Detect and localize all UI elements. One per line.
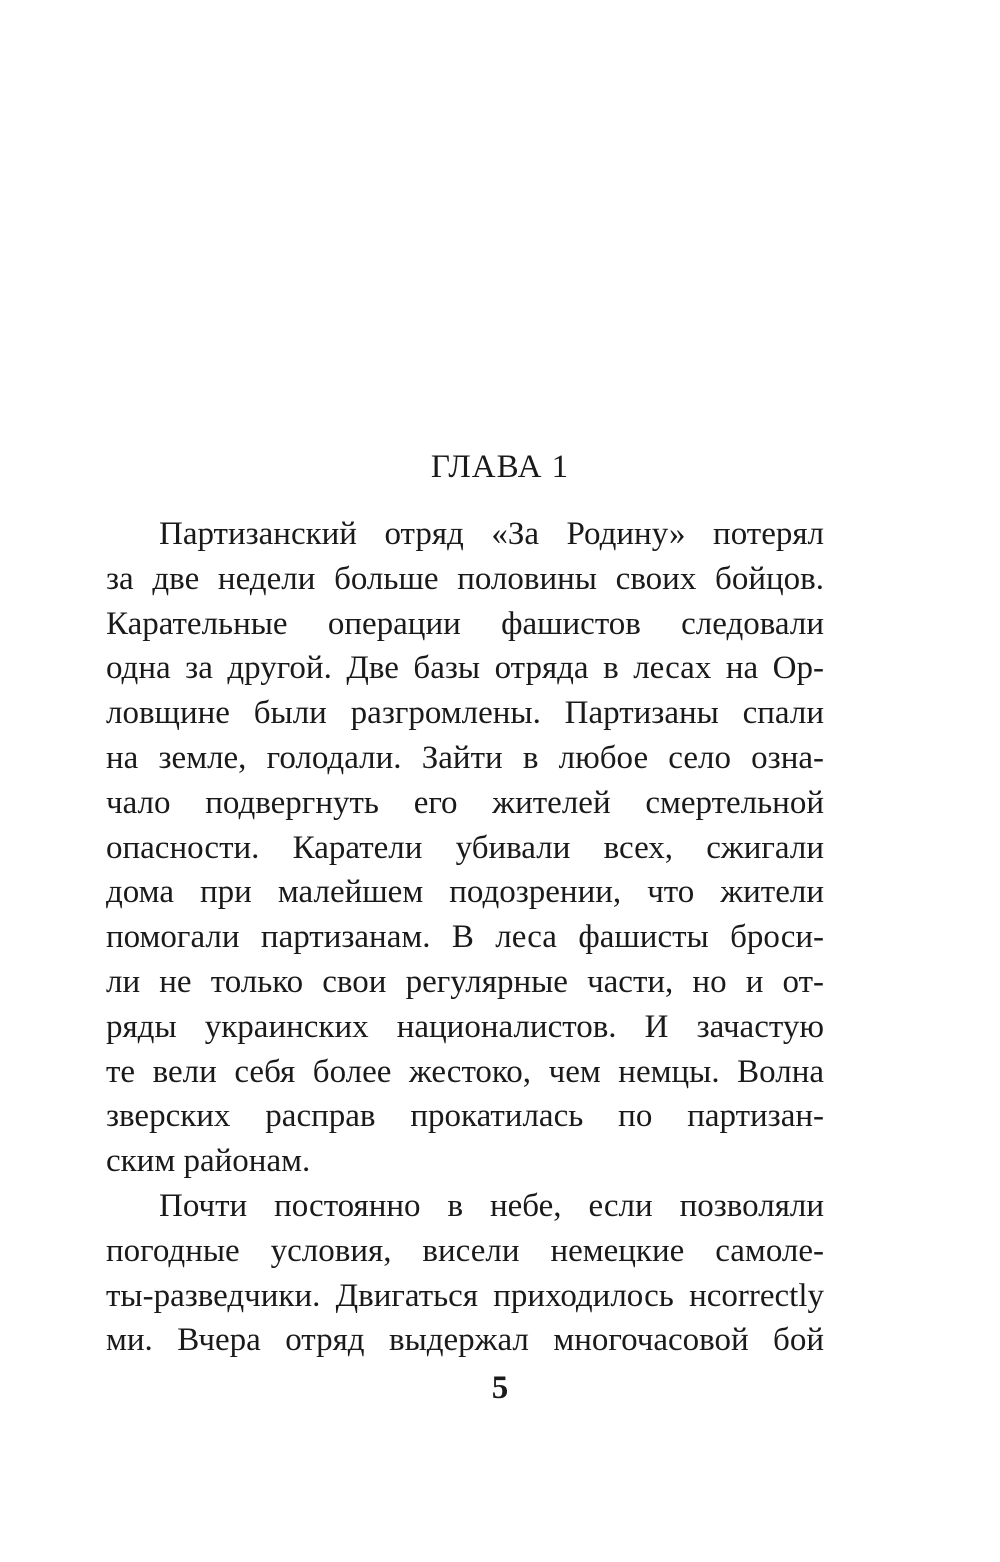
paragraph-1-line: дома при малейшем подозрении, что жители xyxy=(106,874,824,911)
paragraph-2-line: ты-разведчики. Двигаться приходилось нcorrectly xyxy=(106,1277,824,1314)
paragraph-1-line: зверских расправ прокатилась по партизан- xyxy=(106,1098,824,1135)
paragraph-1-line: ряды украинских националистов. И зачастую xyxy=(106,1008,824,1045)
paragraph-2-line: погодные условия, висели немецкие самоле- xyxy=(106,1232,824,1269)
paragraph-1-line: одна за другой. Две базы отряда в лесах на Ор- xyxy=(106,650,824,687)
paragraph-1-line: ли не только свои регулярные части, но и от- xyxy=(106,963,824,1000)
page-number: 5 xyxy=(491,1370,509,1406)
paragraph-1-line: Карательные операции фашистов следовали xyxy=(106,605,824,642)
paragraph-1-line: Партизанский отряд «За Родину» потерял xyxy=(159,516,824,552)
paragraph-1-line: на земле, голодали. Зайти в любое село озна- xyxy=(106,739,824,776)
paragraph-1-line: помогали партизанам. В леса фашисты броси- xyxy=(106,919,824,956)
paragraph-1-line: те вели себя более жестоко, чем немцы. Волна xyxy=(106,1053,824,1090)
paragraph-1-line: ским районам. xyxy=(106,1143,311,1180)
paragraph-1-line: за две недели больше половины своих бойцов. xyxy=(106,560,824,597)
paragraph-1-line: ловщине были разгромлены. Партизаны спали xyxy=(106,695,824,732)
body-text xyxy=(106,512,824,1363)
paragraph-2-line: Почти постоянно в небе, если позволяли xyxy=(159,1187,824,1224)
paragraph-1-line: опасности. Каратели убивали всех, сжигали xyxy=(106,829,824,866)
paragraph-1-line: чало подвергнуть его жителей смертельной xyxy=(106,784,824,821)
chapter-title: ГЛАВА 1 xyxy=(430,449,570,485)
paragraph-2-line: ми. Вчера отряд выдержал многочасовой бой xyxy=(106,1322,824,1359)
